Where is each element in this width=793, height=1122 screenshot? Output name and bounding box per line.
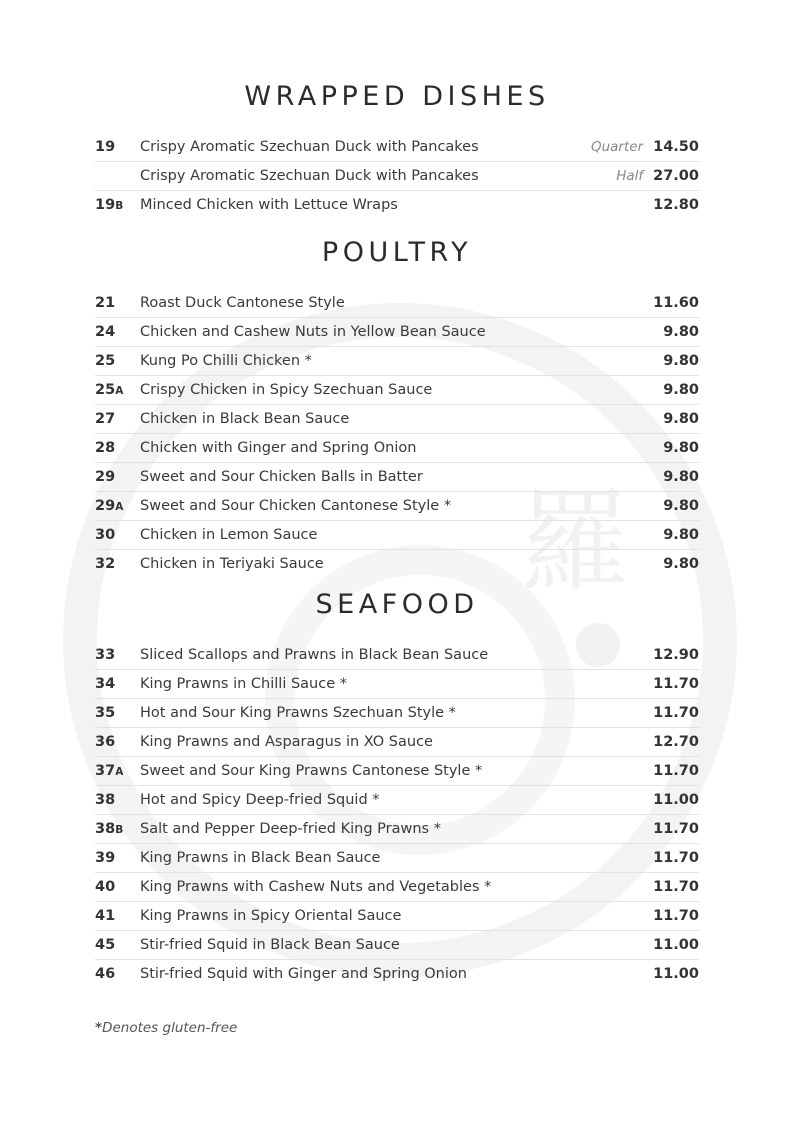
item-number-digits: 32 (95, 556, 116, 572)
item-number (95, 376, 123, 405)
item-number (95, 931, 115, 960)
item-name: Kung Po Chilli Chicken * (140, 353, 312, 369)
item-name: Minced Chicken with Lettuce Wraps (140, 197, 398, 213)
item-number (95, 670, 115, 699)
item-name: Stir-fried Squid in Black Bean Sauce (140, 937, 400, 953)
item-number (95, 641, 115, 670)
item-price: 11.70 (653, 676, 699, 692)
item-number-digits: 41 (95, 908, 116, 924)
item-number (95, 347, 115, 376)
item-portion: Quarter (590, 139, 644, 155)
item-name: Chicken with Ginger and Spring Onion (140, 440, 417, 456)
menu-item (95, 728, 699, 757)
item-price: 9.80 (663, 440, 699, 456)
item-number-digits: 33 (95, 647, 116, 663)
menu-item (95, 641, 699, 670)
item-price: 11.60 (653, 295, 699, 311)
item-number (95, 289, 115, 318)
section-title: SEAFOOD (315, 589, 479, 620)
item-name: Roast Duck Cantonese Style (140, 295, 345, 311)
item-number-suffix: A (115, 501, 124, 513)
item-name: Chicken in Black Bean Sauce (140, 411, 350, 427)
item-price: 14.50 (653, 139, 699, 155)
item-price: 11.70 (653, 879, 699, 895)
item-price: 11.70 (653, 850, 699, 866)
menu-item (95, 289, 699, 318)
item-number-digits: 27 (95, 411, 116, 427)
footnote-text: Denotes gluten-free (102, 1020, 238, 1036)
item-name: King Prawns with Cashew Nuts and Vegetables * (140, 879, 492, 895)
menu-item (95, 931, 699, 960)
item-number (95, 844, 115, 873)
item-number-digits: 25 (95, 353, 116, 369)
item-price: 12.70 (653, 734, 699, 750)
item-number (95, 191, 123, 220)
menu-item (95, 191, 699, 219)
item-name: Chicken and Cashew Nuts in Yellow Bean Sauce (140, 324, 486, 340)
menu-item (95, 318, 699, 347)
menu-item (95, 757, 699, 786)
item-price: 9.80 (663, 353, 699, 369)
item-portion: Half (616, 168, 644, 184)
menu-list (95, 289, 699, 578)
item-number (95, 728, 115, 757)
footnote (95, 1020, 237, 1036)
item-price: 12.80 (653, 197, 699, 213)
item-price: 11.70 (653, 705, 699, 721)
item-name: Sliced Scallops and Prawns in Black Bean Sauce (140, 647, 489, 663)
menu-item (95, 670, 699, 699)
item-number (95, 405, 115, 434)
item-number-digits: 24 (95, 324, 116, 340)
item-number-digits: 35 (95, 705, 116, 721)
item-name: Crispy Aromatic Szechuan Duck with Pancakes (140, 139, 479, 155)
menu-item (95, 347, 699, 376)
item-number (95, 699, 115, 728)
item-name: Hot and Sour King Prawns Szechuan Style * (140, 705, 456, 721)
menu-item (95, 873, 699, 902)
item-price: 12.90 (653, 647, 699, 663)
item-name: Sweet and Sour Chicken Cantonese Style * (140, 498, 452, 514)
item-number (95, 133, 115, 162)
item-name: Sweet and Sour Chicken Balls in Batter (140, 469, 423, 485)
item-number-digits: 46 (95, 966, 116, 982)
item-number-digits: 38 (95, 792, 116, 808)
item-number-suffix: B (115, 824, 124, 836)
item-number-digits: 40 (95, 879, 116, 895)
item-number (95, 757, 123, 786)
item-number (95, 318, 115, 347)
item-price: 11.70 (653, 908, 699, 924)
item-number (95, 902, 115, 931)
item-name: Chicken in Lemon Sauce (140, 527, 318, 543)
item-number (95, 815, 123, 844)
menu-item (95, 815, 699, 844)
item-number-digits: 36 (95, 734, 116, 750)
item-number (95, 434, 115, 463)
menu-item (95, 133, 699, 162)
item-number-digits: 21 (95, 295, 116, 311)
item-number (95, 492, 123, 521)
item-name: Hot and Spicy Deep-fried Squid * (140, 792, 380, 808)
menu-list (95, 133, 699, 219)
item-price: 9.80 (663, 411, 699, 427)
item-number-suffix: A (115, 385, 124, 397)
item-number-digits: 34 (95, 676, 116, 692)
item-number (95, 960, 115, 989)
item-number-digits: 38 (95, 821, 116, 837)
item-number-digits: 39 (95, 850, 116, 866)
menu-item (95, 376, 699, 405)
item-price: 9.80 (663, 527, 699, 543)
item-price: 9.80 (663, 382, 699, 398)
item-name: Crispy Chicken in Spicy Szechuan Sauce (140, 382, 433, 398)
item-number-digits: 37 (95, 763, 116, 779)
item-price: 11.70 (653, 821, 699, 837)
item-name: King Prawns in Black Bean Sauce (140, 850, 381, 866)
item-name: Chicken in Teriyaki Sauce (140, 556, 324, 572)
item-price: 9.80 (663, 469, 699, 485)
item-number-digits: 45 (95, 937, 116, 953)
menu-item (95, 960, 699, 988)
menu-item (95, 405, 699, 434)
item-name: Crispy Aromatic Szechuan Duck with Pancakes (140, 168, 479, 184)
item-number-digits: 19 (95, 197, 116, 213)
menu-item (95, 699, 699, 728)
item-name: King Prawns and Asparagus in XO Sauce (140, 734, 433, 750)
item-name: King Prawns in Spicy Oriental Sauce (140, 908, 402, 924)
item-name: Sweet and Sour King Prawns Cantonese Style * (140, 763, 483, 779)
item-price: 9.80 (663, 324, 699, 340)
section-seafood (95, 585, 699, 988)
menu-item (95, 434, 699, 463)
menu-item (95, 463, 699, 492)
menu-item (95, 786, 699, 815)
menu-item (95, 162, 699, 191)
item-price: 11.70 (653, 763, 699, 779)
section-title: WRAPPED DISHES (244, 81, 550, 112)
item-price: 11.00 (653, 792, 699, 808)
item-number (95, 463, 115, 492)
item-name: Salt and Pepper Deep-fried King Prawns * (140, 821, 441, 837)
item-number (95, 521, 115, 550)
item-number-suffix: B (115, 200, 124, 212)
item-number-digits: 29 (95, 498, 116, 514)
item-number-digits: 29 (95, 469, 116, 485)
menu-item (95, 844, 699, 873)
item-number-suffix: A (115, 766, 124, 778)
item-price: 11.00 (653, 966, 699, 982)
watermark-glyph: 羅 (520, 478, 630, 606)
section-wrapped-dishes (95, 77, 699, 219)
item-number (95, 873, 115, 902)
item-price: 9.80 (663, 556, 699, 572)
item-name: Stir-fried Squid with Ginger and Spring Onion (140, 966, 467, 982)
menu-list (95, 641, 699, 988)
footnote-symbol: * (95, 1020, 103, 1036)
menu-item (95, 492, 699, 521)
item-number-digits: 30 (95, 527, 116, 543)
item-number-digits: 28 (95, 440, 116, 456)
section-title: POULTRY (321, 237, 473, 268)
section-poultry (95, 233, 699, 578)
item-number (95, 786, 115, 815)
menu-item (95, 550, 699, 578)
item-number-digits: 19 (95, 139, 116, 155)
item-number (95, 550, 115, 579)
item-price: 27.00 (653, 168, 699, 184)
menu-item (95, 521, 699, 550)
menu-item (95, 902, 699, 931)
item-number-digits: 25 (95, 382, 116, 398)
item-name: King Prawns in Chilli Sauce * (140, 676, 347, 692)
item-price: 11.00 (653, 937, 699, 953)
item-price: 9.80 (663, 498, 699, 514)
